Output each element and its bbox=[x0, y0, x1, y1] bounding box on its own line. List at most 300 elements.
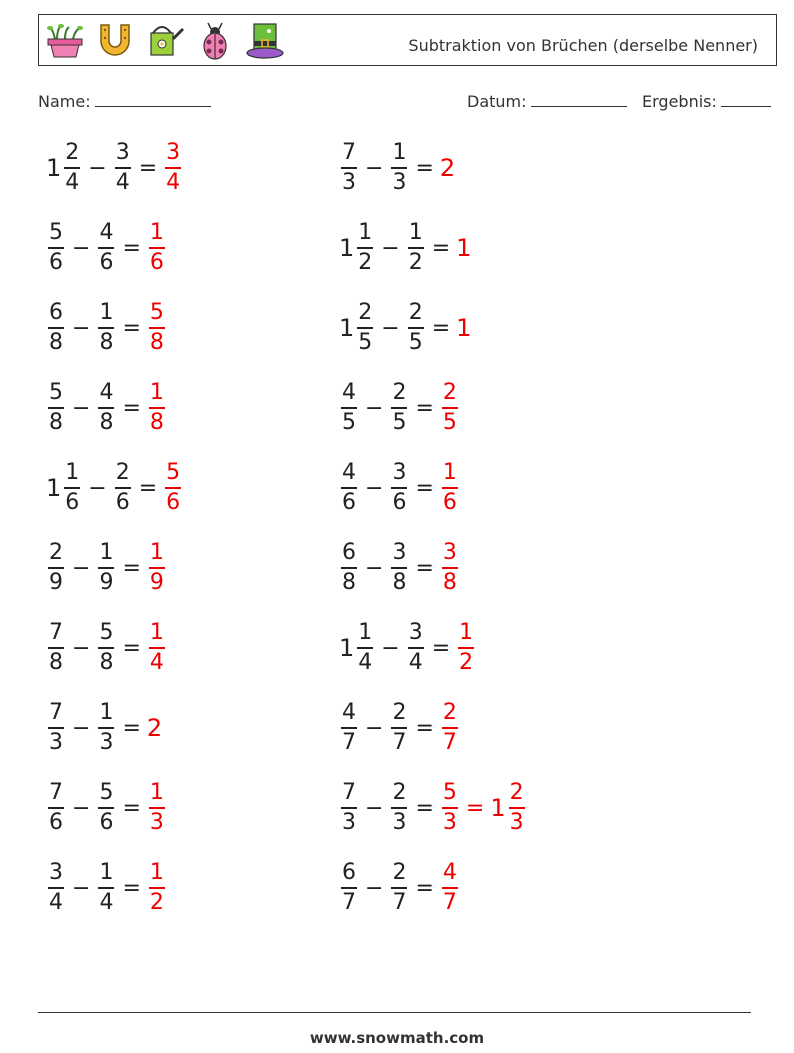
mixed-number bbox=[147, 782, 167, 834]
mixed-number bbox=[96, 542, 116, 594]
denominator: 5 bbox=[358, 330, 373, 355]
numerator: 1 bbox=[149, 380, 164, 405]
equals-sign: = bbox=[431, 635, 451, 661]
mixed-number bbox=[147, 622, 167, 674]
minus-sign: − bbox=[365, 475, 384, 501]
numerator: 5 bbox=[99, 780, 114, 805]
mixed-number bbox=[339, 542, 359, 594]
denominator: 8 bbox=[49, 330, 63, 355]
fraction-bar bbox=[357, 327, 373, 329]
mixed-number bbox=[46, 542, 66, 594]
fraction-bar bbox=[48, 407, 64, 409]
minus-sign: − bbox=[381, 235, 400, 261]
minus-sign: − bbox=[88, 475, 107, 501]
fraction-bar bbox=[48, 327, 64, 329]
equals-sign: = bbox=[122, 555, 141, 581]
name-line bbox=[95, 92, 211, 107]
minus-sign: − bbox=[72, 555, 91, 581]
date-label: Datum: bbox=[467, 92, 527, 111]
mixed-number bbox=[406, 622, 426, 674]
fraction-bar bbox=[98, 887, 114, 889]
problem-13 bbox=[46, 622, 167, 674]
fraction-bar bbox=[64, 487, 80, 489]
fraction bbox=[341, 382, 357, 434]
mixed-number bbox=[46, 462, 82, 514]
numerator: 1 bbox=[149, 540, 164, 565]
fraction bbox=[98, 782, 114, 834]
mixed-number bbox=[46, 702, 66, 754]
numerator: 2 bbox=[392, 380, 407, 405]
numerator: 3 bbox=[392, 460, 407, 485]
numerator: 1 bbox=[149, 620, 164, 645]
answer bbox=[147, 714, 163, 742]
fraction-bar bbox=[509, 807, 525, 809]
mixed-number bbox=[440, 782, 460, 834]
equals-sign: = bbox=[415, 795, 434, 821]
fraction-bar bbox=[149, 887, 165, 889]
mixed-number bbox=[339, 702, 359, 754]
fraction-bar bbox=[391, 567, 407, 569]
denominator: 6 bbox=[99, 250, 114, 275]
fraction bbox=[149, 542, 165, 594]
fraction bbox=[408, 222, 424, 274]
mixed-number bbox=[389, 142, 409, 194]
fraction-bar bbox=[98, 407, 114, 409]
answer bbox=[163, 142, 183, 194]
equals-sign: = bbox=[122, 315, 141, 341]
numerator: 2 bbox=[509, 780, 524, 805]
mixed-number bbox=[389, 782, 409, 834]
answer bbox=[440, 862, 460, 914]
equals-sign: = bbox=[415, 875, 434, 901]
denominator: 8 bbox=[149, 410, 164, 435]
fraction bbox=[98, 622, 114, 674]
fraction-bar bbox=[442, 727, 458, 729]
whole-number: 1 bbox=[339, 234, 355, 262]
footer-divider bbox=[38, 1012, 751, 1013]
date-field[interactable] bbox=[467, 92, 627, 111]
denominator: 2 bbox=[358, 250, 373, 275]
denominator: 8 bbox=[342, 570, 356, 595]
fraction-bar bbox=[149, 247, 165, 249]
fraction bbox=[341, 142, 357, 194]
fraction bbox=[442, 382, 458, 434]
fraction-bar bbox=[48, 247, 64, 249]
numerator: 4 bbox=[342, 700, 356, 725]
minus-sign: − bbox=[365, 155, 384, 181]
mixed-number bbox=[339, 142, 359, 194]
denominator: 7 bbox=[442, 890, 457, 915]
equals-sign: = bbox=[138, 475, 158, 501]
denominator: 9 bbox=[99, 570, 114, 595]
numerator: 2 bbox=[442, 700, 457, 725]
equals-sign: = bbox=[415, 155, 434, 181]
numerator: 2 bbox=[408, 300, 423, 325]
fraction-bar bbox=[357, 647, 373, 649]
fraction bbox=[341, 542, 357, 594]
numerator: 4 bbox=[442, 860, 457, 885]
problem-3 bbox=[46, 222, 167, 274]
minus-sign: − bbox=[365, 555, 384, 581]
fraction-bar bbox=[391, 487, 407, 489]
denominator: 7 bbox=[342, 890, 356, 915]
problem-5 bbox=[46, 302, 167, 354]
whole-number: 2 bbox=[146, 714, 163, 742]
answer bbox=[147, 302, 167, 354]
denominator: 4 bbox=[166, 170, 181, 195]
fraction bbox=[48, 302, 64, 354]
mixed-number bbox=[46, 302, 66, 354]
equals-sign: = bbox=[138, 155, 158, 181]
fraction bbox=[442, 862, 458, 914]
whole-number: 1 bbox=[490, 794, 506, 822]
fraction bbox=[408, 622, 424, 674]
problem-19 bbox=[46, 862, 167, 914]
numerator: 1 bbox=[65, 460, 80, 485]
whole-number: 1 bbox=[46, 474, 62, 502]
answer bbox=[440, 382, 460, 434]
numerator: 7 bbox=[49, 700, 63, 725]
problem-4 bbox=[339, 222, 472, 274]
mixed-number bbox=[113, 462, 133, 514]
mixed-number bbox=[163, 462, 183, 514]
denominator: 5 bbox=[442, 410, 457, 435]
denominator: 6 bbox=[115, 490, 130, 515]
fraction bbox=[48, 862, 64, 914]
denominator: 4 bbox=[99, 890, 114, 915]
denominator: 2 bbox=[408, 250, 423, 275]
fraction-bar bbox=[98, 647, 114, 649]
denominator: 3 bbox=[392, 170, 407, 195]
minus-sign: − bbox=[72, 315, 91, 341]
answer bbox=[147, 542, 167, 594]
denominator: 3 bbox=[342, 170, 356, 195]
mixed-number bbox=[339, 222, 375, 274]
fraction-bar bbox=[48, 647, 64, 649]
mixed-number bbox=[456, 314, 472, 342]
fraction-bar bbox=[48, 727, 64, 729]
numerator: 1 bbox=[442, 460, 457, 485]
equals-sign: = bbox=[415, 715, 434, 741]
problem-9 bbox=[46, 462, 183, 514]
mixed-number bbox=[456, 234, 472, 262]
fraction bbox=[48, 702, 64, 754]
mixed-number bbox=[490, 782, 526, 834]
equals-sign: = bbox=[415, 555, 434, 581]
problem-15 bbox=[46, 702, 163, 754]
numerator: 5 bbox=[99, 620, 114, 645]
fraction bbox=[48, 222, 64, 274]
fraction-bar bbox=[391, 167, 407, 169]
denominator: 9 bbox=[49, 570, 63, 595]
denominator: 6 bbox=[49, 810, 63, 835]
numerator: 4 bbox=[99, 220, 114, 245]
fraction bbox=[357, 302, 373, 354]
fraction-bar bbox=[165, 487, 181, 489]
answer bbox=[440, 782, 527, 834]
mixed-number bbox=[96, 382, 116, 434]
fraction-bar bbox=[98, 727, 114, 729]
fraction-bar bbox=[149, 647, 165, 649]
whole-number: 1 bbox=[456, 314, 472, 342]
mixed-number bbox=[440, 462, 460, 514]
worksheet-title: Subtraktion von Brüchen (derselbe Nenner) bbox=[408, 36, 758, 55]
mixed-number bbox=[339, 622, 375, 674]
mixed-number bbox=[389, 382, 409, 434]
equals-sign: = bbox=[431, 315, 451, 341]
whole-number: 2 bbox=[439, 154, 456, 182]
mixed-number bbox=[440, 702, 460, 754]
fraction-bar bbox=[341, 407, 357, 409]
fraction-bar bbox=[341, 487, 357, 489]
fraction bbox=[165, 142, 181, 194]
denominator: 6 bbox=[149, 250, 164, 275]
denominator: 4 bbox=[49, 890, 63, 915]
answer bbox=[456, 314, 472, 342]
numerator: 3 bbox=[442, 540, 457, 565]
fraction bbox=[341, 462, 357, 514]
fraction-bar bbox=[98, 247, 114, 249]
minus-sign: − bbox=[72, 875, 91, 901]
denominator: 2 bbox=[149, 890, 164, 915]
mixed-number bbox=[46, 782, 66, 834]
problem-16 bbox=[339, 702, 460, 754]
fraction-bar bbox=[115, 487, 131, 489]
problem-11 bbox=[46, 542, 167, 594]
mixed-number bbox=[456, 622, 476, 674]
fraction-bar bbox=[442, 567, 458, 569]
ladybug-icon bbox=[195, 21, 235, 61]
fraction-bar bbox=[341, 567, 357, 569]
numerator: 2 bbox=[392, 700, 407, 725]
mixed-number bbox=[147, 542, 167, 594]
mixed-number bbox=[147, 862, 167, 914]
denominator: 8 bbox=[49, 650, 63, 675]
fraction bbox=[341, 862, 357, 914]
fraction bbox=[64, 142, 80, 194]
numerator: 1 bbox=[459, 620, 474, 645]
fraction bbox=[149, 302, 165, 354]
problem-6 bbox=[339, 302, 472, 354]
answer bbox=[440, 462, 460, 514]
fraction-bar bbox=[408, 647, 424, 649]
fraction bbox=[341, 702, 357, 754]
problem-20 bbox=[339, 862, 460, 914]
equals-sign: = bbox=[122, 795, 141, 821]
numerator: 4 bbox=[342, 460, 356, 485]
minus-sign: − bbox=[72, 235, 91, 261]
numerator: 1 bbox=[149, 220, 164, 245]
numerator: 2 bbox=[358, 300, 373, 325]
fraction-bar bbox=[408, 327, 424, 329]
problem-14 bbox=[339, 622, 476, 674]
fraction bbox=[408, 302, 424, 354]
fraction-bar bbox=[98, 807, 114, 809]
fraction bbox=[149, 222, 165, 274]
mixed-number bbox=[339, 782, 359, 834]
problem-17 bbox=[46, 782, 167, 834]
denominator: 5 bbox=[408, 330, 423, 355]
fraction bbox=[391, 862, 407, 914]
numerator: 5 bbox=[49, 380, 63, 405]
equals-sign: = bbox=[431, 235, 451, 261]
denominator: 2 bbox=[459, 650, 474, 675]
watering-can-icon bbox=[145, 21, 185, 61]
minus-sign: − bbox=[365, 715, 384, 741]
denominator: 3 bbox=[49, 730, 63, 755]
minus-sign: − bbox=[381, 635, 400, 661]
denominator: 8 bbox=[99, 410, 114, 435]
answer bbox=[163, 462, 183, 514]
numerator: 1 bbox=[358, 220, 373, 245]
fraction-bar bbox=[341, 727, 357, 729]
denominator: 8 bbox=[149, 330, 164, 355]
denominator: 4 bbox=[408, 650, 423, 675]
mixed-number bbox=[163, 142, 183, 194]
fraction bbox=[391, 782, 407, 834]
mixed-number bbox=[389, 862, 409, 914]
numerator: 1 bbox=[99, 300, 114, 325]
numerator: 7 bbox=[342, 780, 356, 805]
mixed-number bbox=[46, 222, 66, 274]
fraction-bar bbox=[149, 327, 165, 329]
fraction bbox=[442, 542, 458, 594]
minus-sign: − bbox=[72, 395, 91, 421]
fraction bbox=[341, 782, 357, 834]
denominator: 3 bbox=[149, 810, 164, 835]
footer-url: www.snowmath.com bbox=[309, 1029, 485, 1047]
numerator: 2 bbox=[65, 140, 80, 165]
minus-sign: − bbox=[365, 875, 384, 901]
numerator: 2 bbox=[115, 460, 130, 485]
fraction-bar bbox=[391, 727, 407, 729]
minus-sign: − bbox=[72, 635, 91, 661]
fraction bbox=[442, 702, 458, 754]
numerator: 3 bbox=[49, 860, 63, 885]
denominator: 3 bbox=[442, 810, 457, 835]
mixed-number bbox=[46, 622, 66, 674]
answer bbox=[147, 622, 167, 674]
numerator: 5 bbox=[149, 300, 164, 325]
answer bbox=[456, 622, 476, 674]
numerator: 5 bbox=[166, 460, 181, 485]
fraction bbox=[48, 542, 64, 594]
fraction bbox=[115, 142, 131, 194]
denominator: 6 bbox=[49, 250, 63, 275]
result-field[interactable] bbox=[642, 92, 771, 111]
fraction-bar bbox=[442, 807, 458, 809]
denominator: 9 bbox=[149, 570, 164, 595]
fraction-bar bbox=[442, 487, 458, 489]
answer bbox=[440, 542, 460, 594]
mixed-number bbox=[389, 702, 409, 754]
numerator: 1 bbox=[99, 860, 114, 885]
denominator: 8 bbox=[99, 330, 114, 355]
numerator: 1 bbox=[149, 780, 164, 805]
fraction-bar bbox=[391, 407, 407, 409]
fraction-bar bbox=[149, 807, 165, 809]
equals-sign: = bbox=[122, 635, 141, 661]
mixed-number bbox=[440, 542, 460, 594]
denominator: 3 bbox=[342, 810, 356, 835]
denominator: 6 bbox=[166, 490, 181, 515]
numerator: 2 bbox=[49, 540, 63, 565]
fraction bbox=[391, 702, 407, 754]
fraction-bar bbox=[341, 167, 357, 169]
fraction bbox=[357, 622, 373, 674]
mixed-number bbox=[389, 542, 409, 594]
problem-1 bbox=[46, 142, 183, 194]
fraction bbox=[391, 382, 407, 434]
horseshoe-icon bbox=[95, 21, 135, 61]
numerator: 2 bbox=[442, 380, 457, 405]
denominator: 7 bbox=[392, 730, 407, 755]
minus-sign: − bbox=[72, 795, 91, 821]
fraction bbox=[391, 542, 407, 594]
mixed-number bbox=[46, 862, 66, 914]
denominator: 3 bbox=[392, 810, 407, 835]
numerator: 1 bbox=[99, 700, 114, 725]
denominator: 8 bbox=[392, 570, 407, 595]
whole-number: 1 bbox=[46, 154, 62, 182]
numerator: 1 bbox=[408, 220, 423, 245]
denominator: 5 bbox=[392, 410, 407, 435]
fraction-bar bbox=[98, 327, 114, 329]
fraction bbox=[391, 142, 407, 194]
fraction bbox=[98, 702, 114, 754]
denominator: 4 bbox=[115, 170, 130, 195]
numerator: 2 bbox=[392, 780, 407, 805]
numerator: 7 bbox=[49, 780, 63, 805]
mixed-number bbox=[147, 714, 163, 742]
minus-sign: − bbox=[72, 715, 91, 741]
fraction bbox=[48, 382, 64, 434]
numerator: 3 bbox=[166, 140, 181, 165]
numerator: 5 bbox=[442, 780, 457, 805]
fraction bbox=[98, 862, 114, 914]
denominator: 4 bbox=[65, 170, 80, 195]
numerator: 4 bbox=[99, 380, 114, 405]
problem-10 bbox=[339, 462, 460, 514]
mixed-number bbox=[147, 222, 167, 274]
problem-2 bbox=[339, 142, 456, 194]
mixed-number bbox=[339, 862, 359, 914]
numerator: 7 bbox=[342, 140, 356, 165]
numerator: 6 bbox=[342, 860, 356, 885]
mixed-number bbox=[96, 862, 116, 914]
fraction bbox=[149, 622, 165, 674]
mixed-number bbox=[96, 222, 116, 274]
fraction-bar bbox=[442, 407, 458, 409]
mixed-number bbox=[339, 302, 375, 354]
numerator: 1 bbox=[358, 620, 373, 645]
name-label: Name: bbox=[38, 92, 91, 111]
denominator: 6 bbox=[65, 490, 80, 515]
fraction-bar bbox=[149, 567, 165, 569]
fraction-bar bbox=[391, 887, 407, 889]
fraction-bar bbox=[98, 567, 114, 569]
mixed-number bbox=[389, 462, 409, 514]
mixed-number bbox=[406, 222, 426, 274]
fraction-bar bbox=[357, 247, 373, 249]
name-field[interactable] bbox=[38, 92, 211, 111]
mixed-number bbox=[339, 382, 359, 434]
fraction bbox=[442, 782, 458, 834]
minus-sign: − bbox=[88, 155, 107, 181]
answer bbox=[440, 154, 456, 182]
leprechaun-hat-icon bbox=[245, 21, 285, 61]
answer bbox=[456, 234, 472, 262]
